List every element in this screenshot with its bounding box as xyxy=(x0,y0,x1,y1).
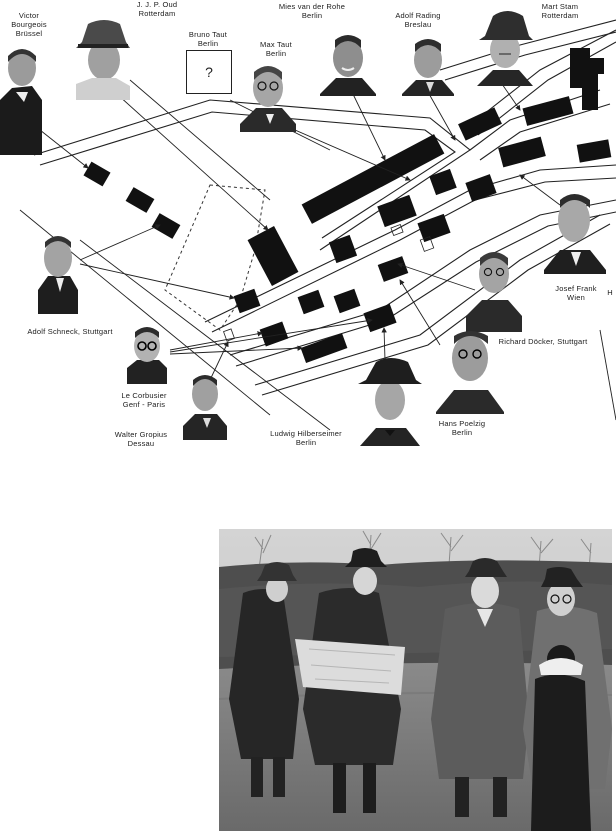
label-btaut: Bruno Taut Berlin xyxy=(188,30,228,48)
building xyxy=(522,96,573,126)
building xyxy=(302,134,445,224)
label-stam: Mart Stam Rotterdam xyxy=(541,2,579,20)
portrait-oud xyxy=(76,20,130,100)
portrait-bourgeois xyxy=(0,49,42,155)
label-lecorbusier: Le Corbusier Genf - Paris xyxy=(121,391,167,409)
label-miesvanderrohe: Mies van der Rohe Berlin xyxy=(278,2,346,20)
portraits xyxy=(0,11,606,446)
building xyxy=(248,226,299,286)
label-mtaut: Max Taut Berlin xyxy=(260,40,292,58)
building xyxy=(334,289,361,313)
group-photograph xyxy=(219,529,612,831)
portrait-stam xyxy=(477,11,533,86)
building xyxy=(301,333,348,363)
building xyxy=(417,214,450,242)
building xyxy=(152,213,181,239)
label-docker: Richard Döcker, Stuttgart xyxy=(498,337,588,346)
label-oud: J. J. P. Oud Rotterdam xyxy=(136,0,178,18)
building xyxy=(498,137,546,168)
building xyxy=(465,174,496,202)
building xyxy=(298,290,325,314)
plot-lines xyxy=(20,80,616,430)
label-gropius: Walter Gropius Dessau xyxy=(114,430,168,448)
label-rading: Adolf Rading Breslau xyxy=(395,11,441,29)
missing-portrait-placeholder: ? xyxy=(186,50,232,94)
building xyxy=(458,107,502,140)
building xyxy=(234,289,261,313)
portrait-schneck xyxy=(38,236,78,314)
label-edge: H xyxy=(607,288,613,297)
label-bourgeois: Victor Bourgeois Brüssel xyxy=(11,11,47,38)
building xyxy=(83,162,110,187)
portrait-mies xyxy=(320,35,376,96)
label-poelzig: Hans Poelzig Berlin xyxy=(438,419,486,437)
label-frank: Josef Frank Wien xyxy=(555,284,597,302)
building xyxy=(577,139,612,162)
building xyxy=(126,187,155,213)
photo-illustration xyxy=(219,529,612,831)
portrait-hilberseimer xyxy=(358,358,422,446)
building xyxy=(429,169,457,195)
portrait-gropius xyxy=(183,375,227,440)
building xyxy=(377,195,416,227)
building xyxy=(329,235,357,263)
building xyxy=(378,256,409,282)
label-hilberseimer: Ludwig Hilberseimer Berlin xyxy=(270,429,342,447)
label-schneck: Adolf Schneck, Stuttgart xyxy=(27,327,113,336)
map-sheet xyxy=(295,639,405,695)
building xyxy=(570,48,604,110)
portrait-frank xyxy=(544,194,606,274)
building xyxy=(363,304,396,332)
portrait-docker xyxy=(466,252,522,332)
portrait-mtaut xyxy=(240,66,296,132)
